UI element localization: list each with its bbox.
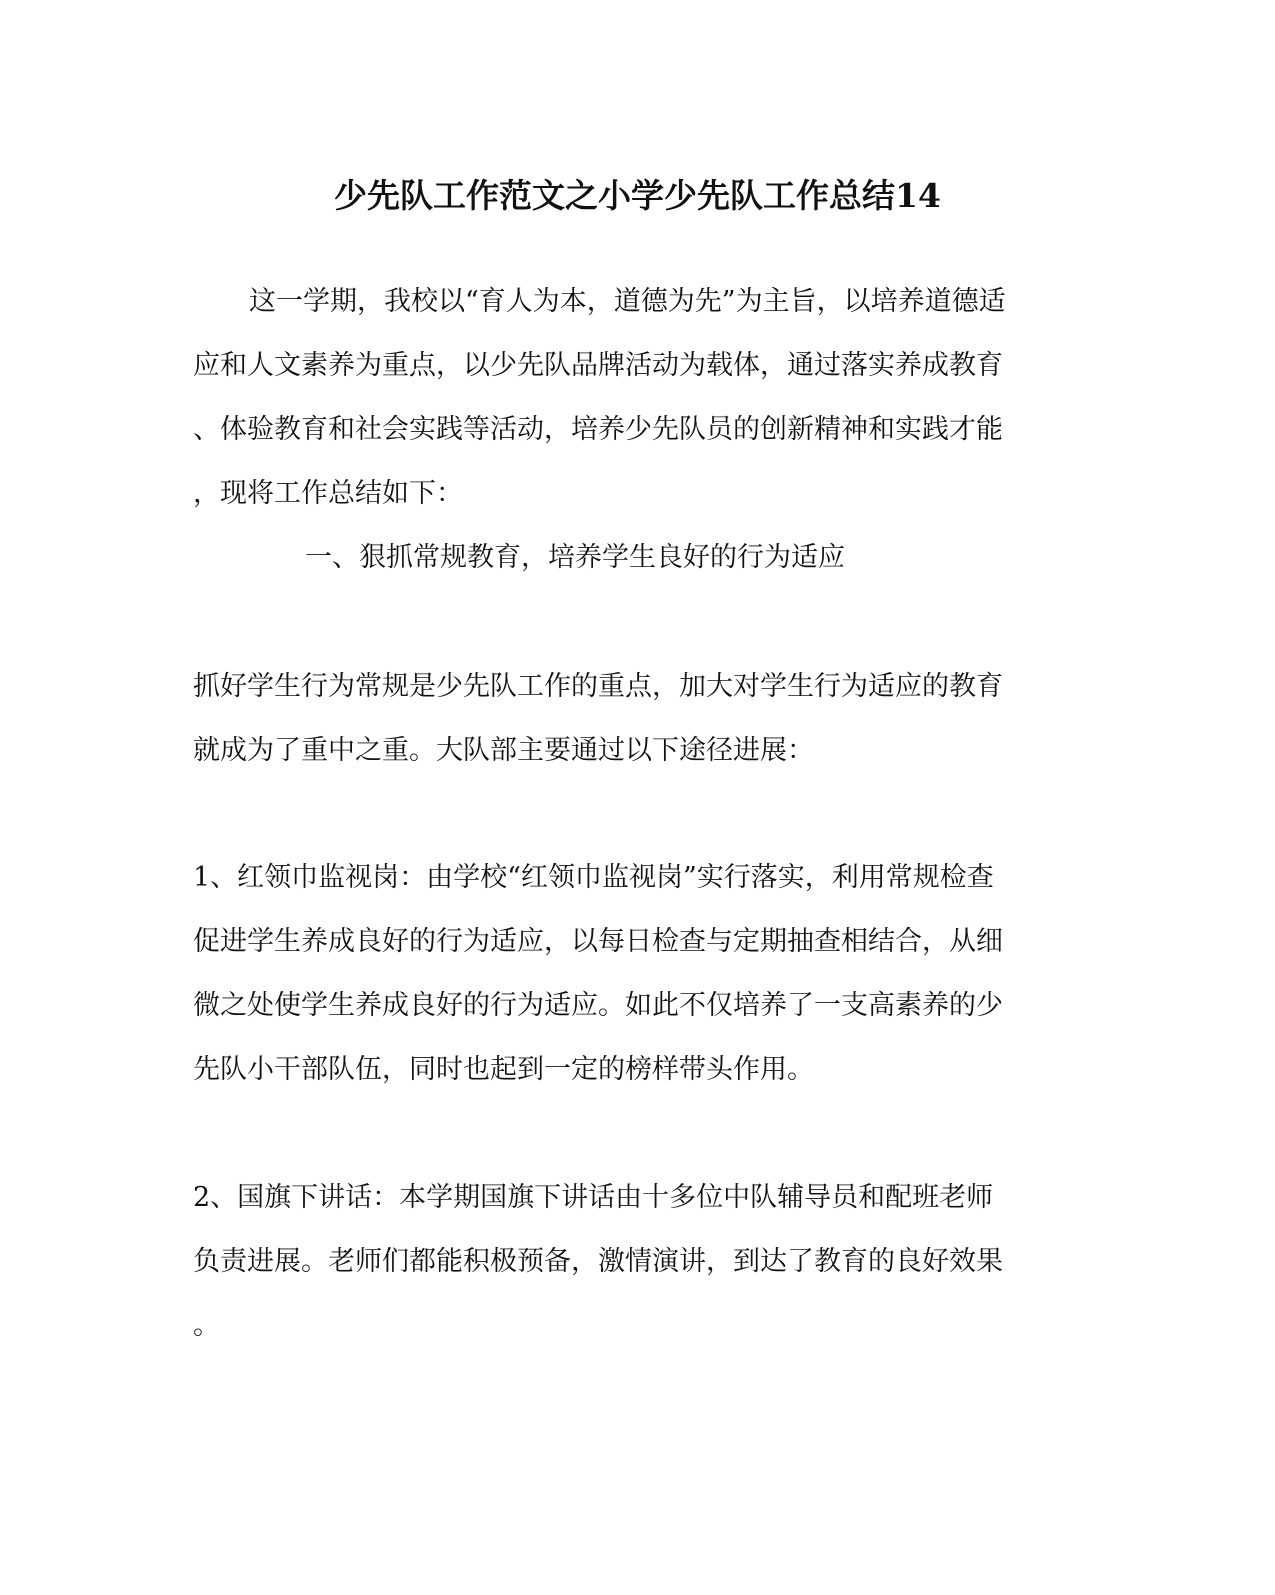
paragraph-line: 负责进展。老师们都能积极预备，激情演讲，到达了教育的良好效果 <box>193 1246 1003 1277</box>
paragraph-line: 2、国旗下讲话：本学期国旗下讲话由十多位中队辅导员和配班老师 <box>193 1182 994 1213</box>
item1-paragraph <box>193 846 1073 1102</box>
paragraph-line: 就成为了重中之重。大队部主要通过以下途径进展： <box>193 735 814 766</box>
section-heading-text: 一、狠抓常规教育，培养学生良好的行为适应 <box>305 542 845 573</box>
paragraph-line: 。 <box>193 1310 220 1341</box>
paragraph-line: ，现将工作总结如下： <box>193 478 463 509</box>
paragraph-line: 、体验教育和社会实践等活动，培养少先队员的创新精神和实践才能 <box>193 414 1003 445</box>
paragraph-line: 这一学期，我校以“育人为本，道德为先”为主旨，以培养道德适 <box>249 286 1006 317</box>
paragraph-line: 微之处使学生养成良好的行为适应。如此不仅培养了一支高素养的少 <box>193 990 1003 1021</box>
intro-paragraph <box>193 270 1073 526</box>
section1-paragraph <box>193 655 1073 783</box>
paragraph-line: 1、红领巾监视岗：由学校“红领巾监视岗”实行落实，利用常规检查 <box>193 862 994 893</box>
paragraph-line: 抓好学生行为常规是少先队工作的重点，加大对学生行为适应的教育 <box>193 671 1003 702</box>
paragraph-line: 促进学生养成良好的行为适应，以每日检查与定期抽查相结合，从细 <box>193 926 1003 957</box>
document-title: 少先队工作范文之小学少先队工作总结14 <box>334 176 941 215</box>
paragraph-line: 应和人文素养为重点，以少先队品牌活动为载体，通过落实养成教育 <box>193 350 1003 381</box>
item2-paragraph <box>193 1166 1073 1358</box>
section-heading <box>193 526 1073 590</box>
paragraph-line: 先队小干部队伍，同时也起到一定的榜样带头作用。 <box>193 1054 814 1085</box>
